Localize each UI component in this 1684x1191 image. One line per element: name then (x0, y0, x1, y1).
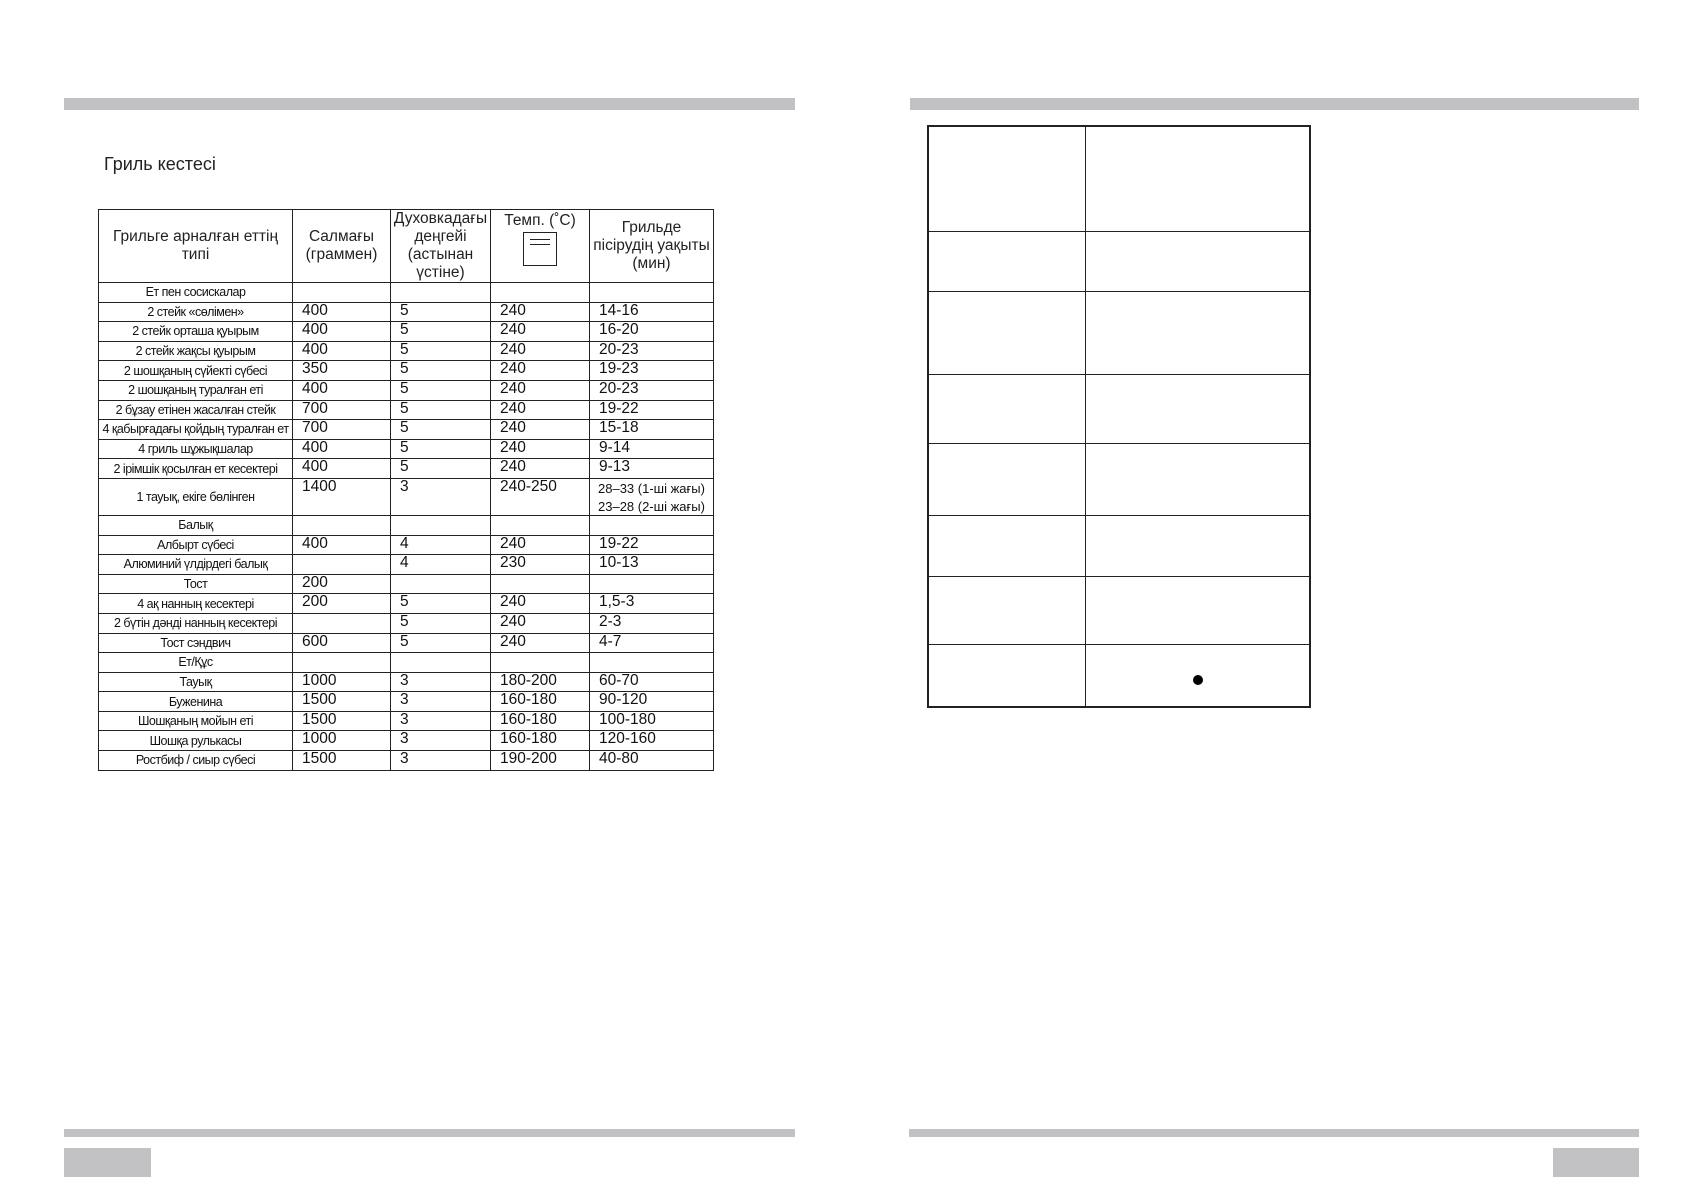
cell-temp (491, 574, 590, 594)
cell-type: Тост сэндвич (99, 633, 293, 653)
cell-weight (293, 653, 391, 673)
header-weight: Салмағы (граммен) (293, 210, 391, 283)
cell-time (590, 478, 714, 515)
page-number-tab-left (64, 1148, 151, 1177)
grid-cell (928, 576, 1086, 644)
footer-bar-right (909, 1129, 1639, 1137)
cell-level: 5 (391, 400, 491, 420)
cell-weight: 600 (293, 633, 391, 653)
cell-time: 20-23 (590, 380, 714, 400)
cell-temp (491, 653, 590, 673)
cell-temp: 240 (491, 439, 590, 459)
cell-weight: 400 (293, 535, 391, 555)
cell-level (391, 574, 491, 594)
cell-time: 90-120 (590, 692, 714, 712)
cell-type: 1 тауық, екіге бөлінген (99, 478, 293, 515)
cell-temp: 240 (491, 613, 590, 633)
table-header-row (99, 210, 714, 283)
grid-cell (1086, 291, 1311, 374)
cell-time: 19-22 (590, 400, 714, 420)
header-bar-left (64, 98, 795, 110)
table-row (99, 751, 714, 771)
grid-cell (1086, 644, 1311, 707)
grid-cell (928, 443, 1086, 515)
header-temp (491, 210, 590, 283)
cell-weight (293, 283, 391, 303)
cell-level: 5 (391, 361, 491, 381)
cell-type: Ет/Құс (99, 653, 293, 673)
cell-type: Тост (99, 574, 293, 594)
cell-type: Ет пен сосискалар (99, 283, 293, 303)
cell-level: 5 (391, 380, 491, 400)
cell-weight (293, 613, 391, 633)
grid-cell (928, 291, 1086, 374)
cell-level: 4 (391, 535, 491, 555)
right-grid-table (927, 125, 1311, 708)
cell-type: Алюминий үлдірдегі балық (99, 555, 293, 575)
table-row (99, 341, 714, 361)
cell-level: 5 (391, 594, 491, 614)
cell-level: 5 (391, 341, 491, 361)
cell-level (391, 283, 491, 303)
cell-time: 10-13 (590, 555, 714, 575)
header-temp-label: Темп. (˚C) (504, 212, 576, 229)
cell-type: Тауық (99, 672, 293, 692)
cell-weight: 400 (293, 302, 391, 322)
grid-cell (1086, 443, 1311, 515)
cell-weight: 400 (293, 341, 391, 361)
table-row (99, 555, 714, 575)
cell-time: 19-22 (590, 535, 714, 555)
cell-temp: 240 (491, 420, 590, 440)
cell-level: 5 (391, 633, 491, 653)
header-time: Грильде пісірудің уақыты (мин) (590, 210, 714, 283)
cell-temp: 240 (491, 361, 590, 381)
table-row (99, 711, 714, 731)
oven-grill-icon (523, 232, 557, 266)
grid-cell (1086, 515, 1311, 576)
cell-temp: 240 (491, 633, 590, 653)
grid-cell (1086, 374, 1311, 443)
table-row (99, 653, 714, 673)
cell-temp: 240 (491, 322, 590, 342)
cell-level: 3 (391, 478, 491, 515)
cell-type: 2 стейк «сөлімен» (99, 302, 293, 322)
page-title: Гриль кестесі (104, 154, 216, 174)
cell-temp: 190-200 (491, 751, 590, 771)
cell-temp: 180-200 (491, 672, 590, 692)
cell-type: Шошқаның мойын еті (99, 711, 293, 731)
table-row (99, 613, 714, 633)
cell-time: 100-180 (590, 711, 714, 731)
cell-temp: 240 (491, 535, 590, 555)
table-row (99, 302, 714, 322)
header-bar-right (910, 98, 1639, 110)
table-row (99, 731, 714, 751)
cell-time: 16-20 (590, 322, 714, 342)
cell-weight: 700 (293, 400, 391, 420)
cell-time: 15-18 (590, 420, 714, 440)
cell-type: 4 гриль шұжықшалар (99, 439, 293, 459)
cell-temp: 240 (491, 459, 590, 479)
cell-temp (491, 283, 590, 303)
cell-weight: 1000 (293, 731, 391, 751)
table-row (99, 633, 714, 653)
cell-weight: 1500 (293, 711, 391, 731)
header-level: Духовкадағы деңгейі (астынан үстіне) (391, 210, 491, 283)
table-row (99, 322, 714, 342)
cell-time: 20-23 (590, 341, 714, 361)
cell-temp: 160-180 (491, 711, 590, 731)
cell-weight: 400 (293, 439, 391, 459)
table-row (99, 478, 714, 515)
cell-weight: 400 (293, 459, 391, 479)
cell-temp: 240 (491, 341, 590, 361)
cell-time: 4-7 (590, 633, 714, 653)
cell-temp: 240 (491, 302, 590, 322)
cell-time: 19-23 (590, 361, 714, 381)
cell-weight: 400 (293, 322, 391, 342)
cell-weight: 200 (293, 594, 391, 614)
cell-temp (491, 515, 590, 535)
table-row (99, 380, 714, 400)
cell-type: 2 бұзау етінен жасалған стейк (99, 400, 293, 420)
cell-time-second-side: 23–28 (2-ші жағы) (598, 498, 705, 514)
table-row (99, 420, 714, 440)
cell-time: 40-80 (590, 751, 714, 771)
cell-time-first-side: 28–33 (1-ші жағы) (598, 480, 705, 496)
footer-bar-left (64, 1129, 795, 1137)
cell-temp: 160-180 (491, 692, 590, 712)
cell-time: 60-70 (590, 672, 714, 692)
cell-level: 3 (391, 751, 491, 771)
cell-level: 5 (391, 302, 491, 322)
cell-level: 5 (391, 439, 491, 459)
cell-time: 9-14 (590, 439, 714, 459)
table-row (99, 439, 714, 459)
cell-level: 5 (391, 613, 491, 633)
cell-weight: 1400 (293, 478, 391, 515)
grid-cell (1086, 231, 1311, 291)
cell-type: 2 бүтін дәнді нанның кесектері (99, 613, 293, 633)
cell-time: 1,5-3 (590, 594, 714, 614)
table-row (99, 692, 714, 712)
header-type: Грильге арналған еттің типі (99, 210, 293, 283)
cell-time: 120-160 (590, 731, 714, 751)
cell-temp: 240-250 (491, 478, 590, 515)
cell-temp: 240 (491, 400, 590, 420)
cell-type: Буженина (99, 692, 293, 712)
cell-weight (293, 515, 391, 535)
cell-weight: 700 (293, 420, 391, 440)
bullet-dot-icon (1193, 675, 1203, 685)
table-row (99, 361, 714, 381)
table-row (99, 672, 714, 692)
cell-level: 5 (391, 420, 491, 440)
cell-weight: 400 (293, 380, 391, 400)
cell-type: Ростбиф / сиыр сүбесі (99, 751, 293, 771)
cell-level: 5 (391, 459, 491, 479)
cell-level: 4 (391, 555, 491, 575)
cell-weight: 1500 (293, 751, 391, 771)
cell-time: 2-3 (590, 613, 714, 633)
cell-time (590, 515, 714, 535)
cell-weight: 350 (293, 361, 391, 381)
cell-type: 2 ірімшік қосылған ет кесектері (99, 459, 293, 479)
grid-cell (1086, 126, 1311, 231)
cell-level (391, 515, 491, 535)
grid-cell (928, 126, 1086, 231)
cell-type: Балық (99, 515, 293, 535)
grid-cell (928, 231, 1086, 291)
table-row (99, 574, 714, 594)
cell-type: 4 ақ нанның кесектері (99, 594, 293, 614)
grill-table (98, 209, 714, 771)
cell-level: 3 (391, 731, 491, 751)
cell-level: 3 (391, 692, 491, 712)
table-row (99, 459, 714, 479)
cell-type: Албырт сүбесі (99, 535, 293, 555)
table-row (99, 515, 714, 535)
cell-level: 3 (391, 711, 491, 731)
cell-type: Шошқа рулькасы (99, 731, 293, 751)
cell-temp: 240 (491, 594, 590, 614)
cell-level: 5 (391, 322, 491, 342)
cell-type: 2 шошқаның туралған еті (99, 380, 293, 400)
cell-weight: 1500 (293, 692, 391, 712)
cell-temp: 230 (491, 555, 590, 575)
cell-time (590, 574, 714, 594)
cell-weight (293, 555, 391, 575)
grid-cell (928, 644, 1086, 707)
cell-type: 4 қабырғадағы қойдың туралған ет (99, 420, 293, 440)
grid-cell (1086, 576, 1311, 644)
cell-time: 9-13 (590, 459, 714, 479)
cell-weight: 200 (293, 574, 391, 594)
cell-type: 2 шошқаның сүйекті сүбесі (99, 361, 293, 381)
cell-time (590, 653, 714, 673)
cell-weight: 1000 (293, 672, 391, 692)
table-row (99, 535, 714, 555)
cell-time: 14-16 (590, 302, 714, 322)
table-row (99, 283, 714, 303)
cell-time (590, 283, 714, 303)
page-number-tab-right (1553, 1148, 1639, 1177)
cell-type: 2 стейк жақсы қуырым (99, 341, 293, 361)
cell-temp: 160-180 (491, 731, 590, 751)
cell-type: 2 стейк орташа қуырым (99, 322, 293, 342)
grid-cell (928, 515, 1086, 576)
table-row (99, 400, 714, 420)
grid-cell (928, 374, 1086, 443)
cell-temp: 240 (491, 380, 590, 400)
cell-level (391, 653, 491, 673)
table-row (99, 594, 714, 614)
cell-level: 3 (391, 672, 491, 692)
